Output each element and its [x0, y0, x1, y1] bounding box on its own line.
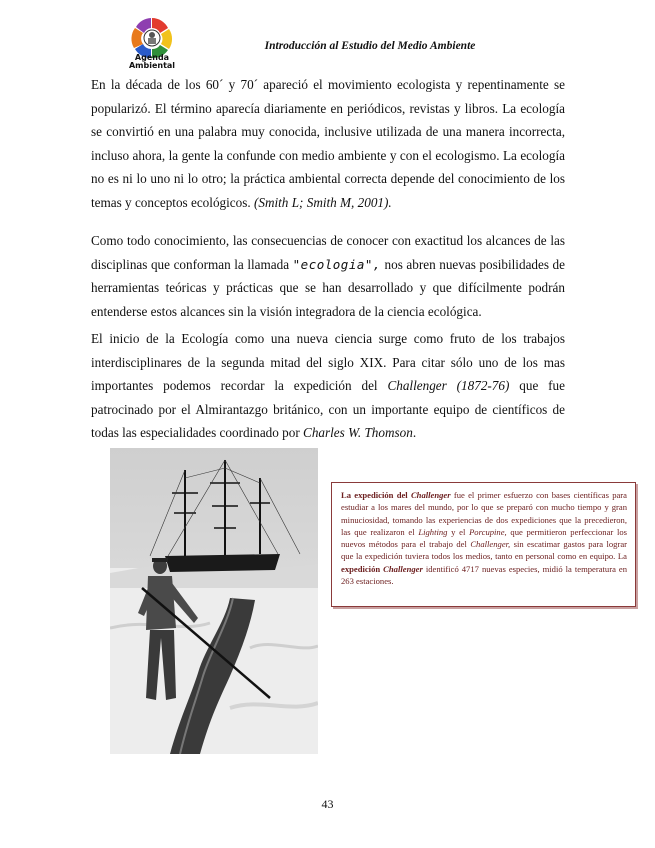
paragraph-2	[91, 229, 565, 323]
paragraph-3-part2: que fue patrocinado por el Almirantazgo británico, con un importante equipo de científicos de todas las especialidades coordinado por	[91, 378, 565, 440]
caption-text-1: fue el primer esfuerzo con bases científicas para estudiar a los mares del mundo, por lo que se preparó con mucho tiempo y gran minuciosidad, tomando las experiencias de dos expediciones que la precedieron, las que realizaron el	[341, 490, 627, 537]
caption-text-5: identificó 4717 nuevas especies, midió la temperatura en 263 estaciones.	[341, 563, 628, 587]
caption-text-4: sin escatimar gastos para lograr que la expedición tuviera todos los medios, tanto en personal como en equipo. La	[341, 539, 628, 562]
caption-ship-1: Challenger	[410, 490, 451, 500]
paragraph-1-text: En la década de los 60´ y 70´ apareció el movimiento ecologista y repentinamente se popularizó. El término aparecía diariamente en periódicos, revistas y libros. La ecología se convirtió en una palabra muy conocida, inclusive utilizada de una manera incorrecta, incluso ahora, la gente la confunde con medio ambiente y con el ecologismo. La ecología no es ni lo uno ni lo otro; la práctica ambiental correcta depende del conocimiento de los temas y conceptos ecológicos.	[91, 77, 565, 210]
ecologia-term: "ecologia",	[292, 256, 381, 272]
paragraph-2-after: nos abren nuevas posibilidades de herramientas teóricas y prácticas que se han desarrollado y que difícilmente podrán entenderse estos alcances sin la visión integradora de la ciencia ecológica.	[91, 256, 566, 319]
citation: (Smith L; Smith M, 2001).	[253, 194, 392, 210]
paragraph-3-part1: El inicio de la Ecología como una nueva ciencia surge como fruto de los trabajos interdisciplinares de la segunda mitad del siglo XIX. Para citar sólo uno de los mas importantes podemos recordar la expedición del	[91, 331, 565, 393]
agenda-ambiental-logo	[116, 14, 188, 74]
caption-ship-5: Challenger	[383, 563, 423, 574]
caption-lead: La expedición del	[341, 490, 408, 500]
challenger-caption-box	[331, 482, 636, 607]
caption-lead-2: expedición	[341, 563, 381, 574]
thomson-name: Charles W. Thomson	[303, 425, 413, 440]
logo-text-line1: Agenda	[134, 53, 170, 62]
page-number: 43	[321, 797, 334, 811]
paragraph-1	[91, 73, 565, 214]
paragraph-3	[91, 327, 565, 445]
paragraph-3-end: .	[412, 425, 417, 440]
caption-text-3: que permitieron perfeccionar los nuevos métodos para el trabajo del	[341, 526, 627, 550]
logo-text-line2: Ambiental	[128, 61, 176, 70]
caption-ship-4: Challenger,	[470, 539, 511, 550]
paragraph-2-before: Como todo conocimiento, las consecuencias de conocer con exactitud los alcances de las disciplinas que conforman la llamada	[91, 233, 565, 272]
caption-ship-3: Porcupine,	[469, 526, 507, 537]
ship-ice-photo	[110, 448, 318, 754]
caption-ship-2: Lighting	[418, 526, 448, 537]
caption-text-2: y el	[451, 526, 466, 537]
header-title: Introducción al Estudio del Medio Ambiente	[264, 40, 476, 52]
challenger-name: Challenger (1872-76)	[387, 378, 510, 393]
